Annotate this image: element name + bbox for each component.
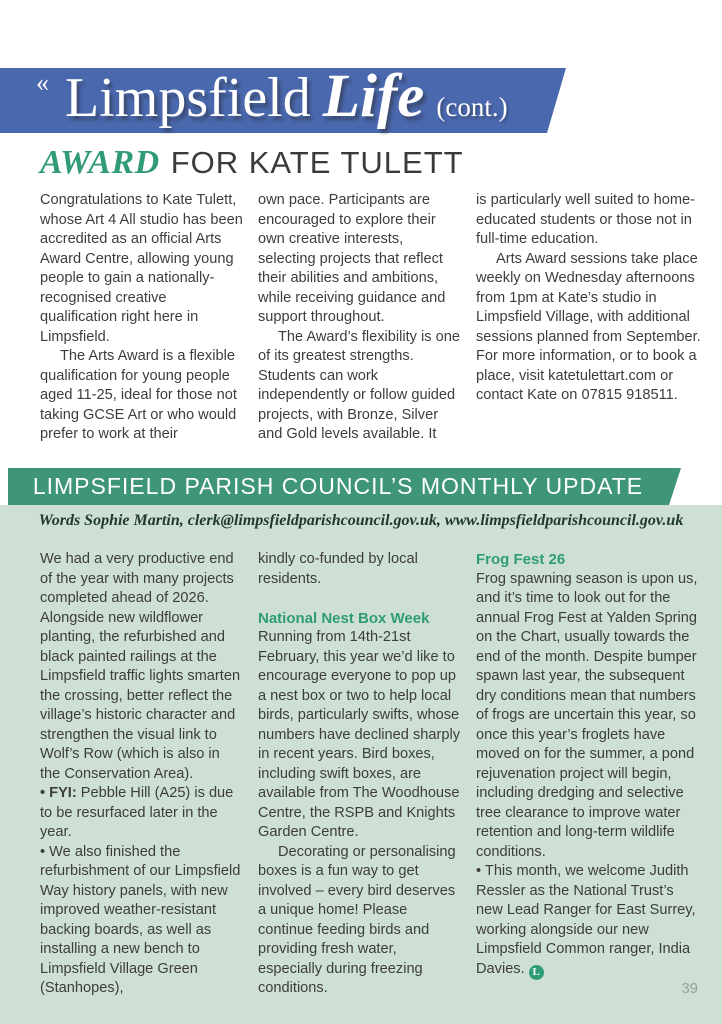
- masthead-title-main: Limpsfield: [65, 67, 311, 129]
- paragraph: Frog spawning season is upon us, and it’s time to look out for the annual Frog Fest at Yalden Spring on the Chart, usually towards the end of the month. Despite bumper spawn last year, the subsequent dry conditions mean that numbers of frogs are uncertain this year, so once this year’s froglets have moved on for the summer, a pond rejuvenation project will begin, including dredging and selective tree clearance to improve water retention and long-term wildlife conditions.: [476, 570, 698, 860]
- end-of-article-badge-icon: L: [529, 965, 544, 980]
- parish-update-columns: [40, 550, 704, 999]
- paragraph: The Award’s flexibility is one of its greatest strengths. Students can work independently or follow guided projects, with Bronze, Silver and Gold levels available. It: [258, 328, 460, 442]
- masthead-title: [36, 63, 508, 130]
- bullet-item: [476, 862, 704, 980]
- masthead-title-suffix: (cont.): [436, 92, 508, 122]
- award-heading-accent: AWARD: [40, 144, 160, 181]
- bullet-text: • This month, we welcome Judith Ressler as the National Trust’s new Lead Ranger for East Surrey, working alongside our new Limpsfield Common ranger, India Davies.: [476, 863, 696, 977]
- award-column-1: [40, 191, 244, 445]
- award-column-3: [476, 191, 704, 445]
- parish-update-banner-title: LIMPSFIELD PARISH COUNCIL’S MONTHLY UPDATE: [32, 473, 644, 499]
- bullet-lead: • FYI:: [40, 785, 77, 801]
- award-article-heading: [40, 144, 464, 182]
- paragraph: Running from 14th-21st February, this year we’d like to encourage everyone to pop up a nest box or two to help local birds, particularly swifts, whose numbers have declined sharply in recent years. Bird boxes, including swift boxes, are available from The Woodhouse Centre, the RSPB and Knights Garden Centre.: [258, 629, 460, 840]
- paragraph: own pace. Participants are encouraged to explore their own creative interests, selecting projects that reflect their abilities and ambitions, while receiving guidance and support throughout.: [258, 192, 446, 325]
- bullet-item: • We also finished the refurbishment of our Limpsfield Way history panels, with new improved weather-resistant backing boards, as well as installing a new bench to Limpsfield Village Green (Stanhopes),: [40, 843, 241, 996]
- parish-column-1: [40, 550, 244, 999]
- page-number: 39: [681, 980, 698, 997]
- subheading-nest-box-week: National Nest Box Week: [258, 609, 430, 627]
- paragraph: is particularly well suited to home-educated students or those not in full-time education.: [476, 192, 695, 247]
- parish-column-3: [476, 550, 704, 999]
- paragraph: kindly co-funded by local residents.: [258, 551, 418, 587]
- bullet-item: [40, 784, 244, 843]
- award-heading-rest: FOR KATE TULETT: [170, 145, 464, 180]
- bullet-text: Pebble Hill (A25) is due to be resurfaced later in the year.: [40, 785, 234, 840]
- parish-update-byline: Words Sophie Martin, clerk@limpsfieldparishcouncil.gov.uk, www.limpsfieldparishcouncil.gov.uk: [38, 512, 684, 529]
- paragraph: Congratulations to Kate Tulett, whose Art 4 All studio has been accredited as an official Arts Award Centre, allowing young people to gain a nationally-recognised creative qualification right here in Limpsfield.: [40, 192, 243, 345]
- parish-column-2: [258, 550, 462, 999]
- paragraph: The Arts Award is a flexible qualification for young people aged 11-25, ideal for those not taking GCSE Art or who would prefer to work at their: [40, 348, 237, 442]
- award-column-2: [258, 191, 462, 445]
- masthead-title-accent: Life: [322, 63, 425, 130]
- paragraph: Decorating or personalising boxes is a fun way to get involved – every bird deserves a unique home! Please continue feeding birds and providing fresh water, especially during freezing conditions.: [258, 843, 456, 996]
- paragraph: We had a very productive end of the year with many projects completed ahead of 2026. Alongside new wildflower planting, the refurbished and black painted railings at the Limpsfield traffic lights smarten the crossing, better reflect the village’s historic character and strengthen the visual link to Wolf’s Row (which is also in the Conservation Area).: [40, 551, 241, 782]
- back-chevrons-icon: «: [36, 68, 49, 97]
- award-article-columns: [40, 191, 704, 445]
- paragraph: Arts Award sessions take place weekly on Wednesday afternoons from 1pm at Kate’s studio in Limpsfield Village, with additional sessions planned from September. For more information, or to book a place, visit katetulettart.com or contact Kate on 07815 918511.: [476, 250, 701, 403]
- subheading-frog-fest: Frog Fest 26: [476, 551, 566, 568]
